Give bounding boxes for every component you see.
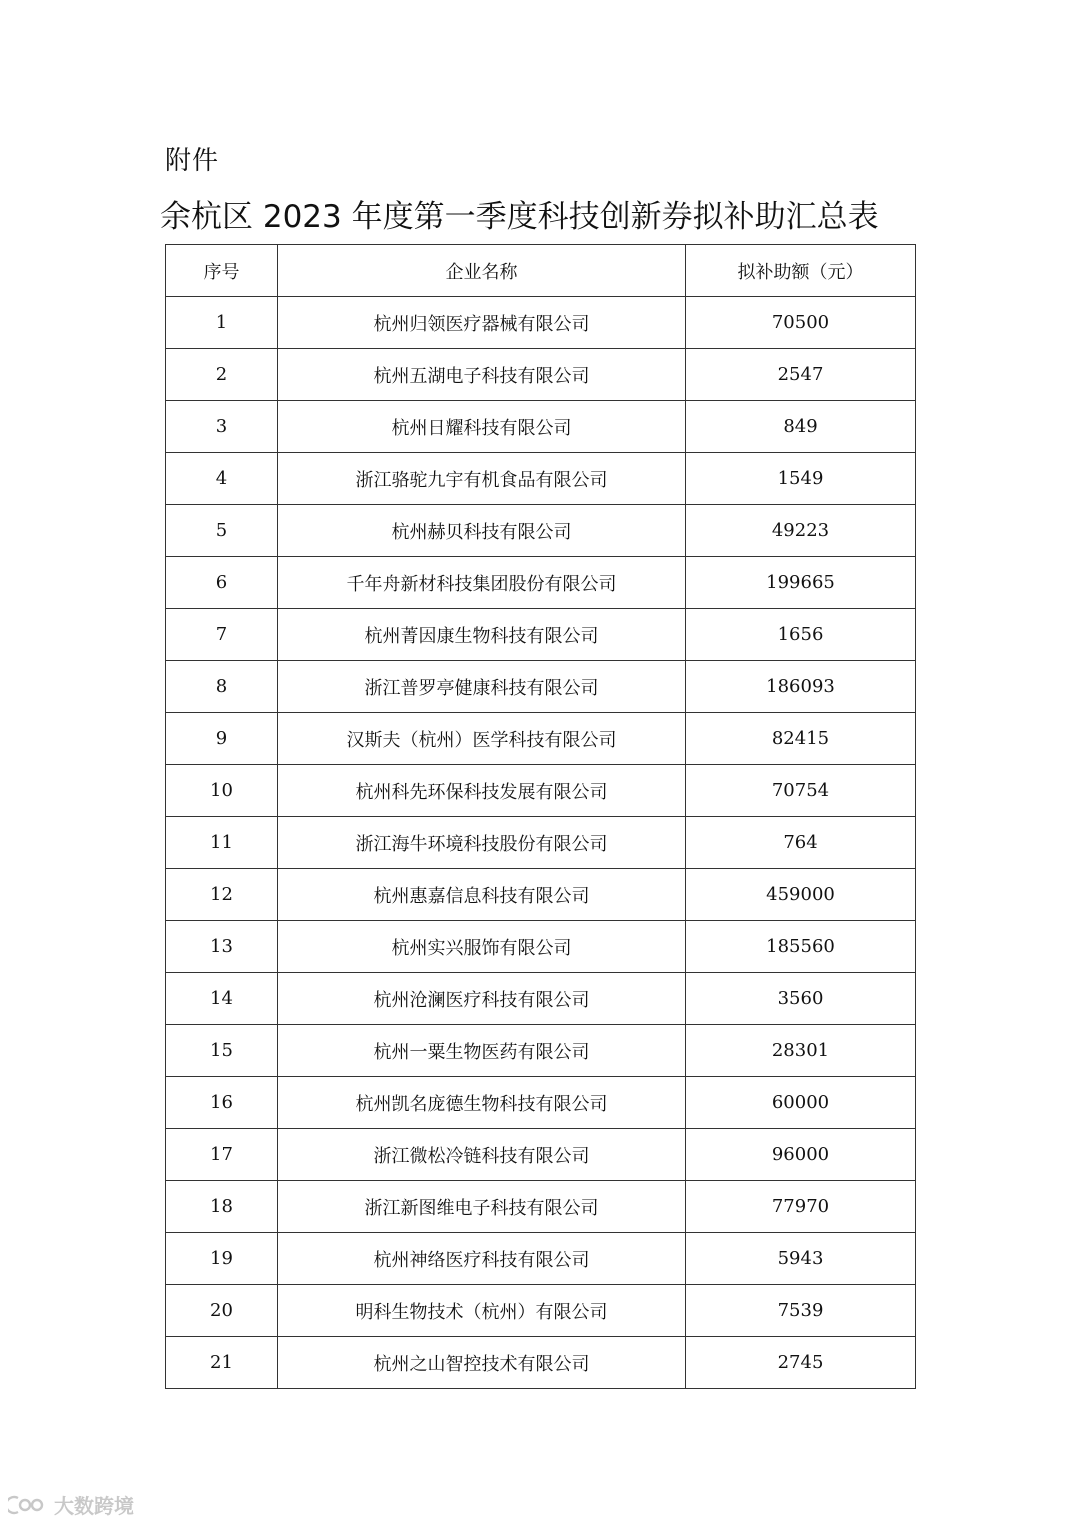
subsidy-amount-cell: 186093 (686, 661, 916, 713)
serial-number-cell: 12 (166, 869, 278, 921)
column-header-subsidy-amount: 拟补助额（元） (686, 245, 916, 297)
company-name-cell: 浙江骆驼九宇有机食品有限公司 (278, 453, 686, 505)
subsidy-amount-cell: 5943 (686, 1233, 916, 1285)
company-name-cell: 杭州之山智控技术有限公司 (278, 1337, 686, 1389)
attachment-label: 附件 (165, 146, 220, 176)
serial-number-cell: 10 (166, 765, 278, 817)
subsidy-amount-cell: 70500 (686, 297, 916, 349)
subsidy-amount-cell: 60000 (686, 1077, 916, 1129)
company-name-cell: 杭州一粟生物医药有限公司 (278, 1025, 686, 1077)
subsidy-amount-cell: 2547 (686, 349, 916, 401)
table-row (166, 869, 916, 921)
table-body (166, 297, 916, 1389)
company-name-cell: 杭州惠嘉信息科技有限公司 (278, 869, 686, 921)
document-title: 余杭区 2023 年度第一季度科技创新券拟补助汇总表 (160, 199, 879, 235)
table-row (166, 661, 916, 713)
serial-number-cell: 3 (166, 401, 278, 453)
subsidy-amount-cell: 849 (686, 401, 916, 453)
table-row (166, 713, 916, 765)
company-name-cell: 杭州凯名庞德生物科技有限公司 (278, 1077, 686, 1129)
subsidy-amount-cell: 1656 (686, 609, 916, 661)
table-header-row (166, 245, 916, 297)
subsidy-summary-table (165, 244, 916, 1389)
company-name-cell: 浙江海牛环境科技股份有限公司 (278, 817, 686, 869)
serial-number-cell: 5 (166, 505, 278, 557)
serial-number-cell: 8 (166, 661, 278, 713)
company-name-cell: 浙江普罗亭健康科技有限公司 (278, 661, 686, 713)
subsidy-amount-cell: 28301 (686, 1025, 916, 1077)
serial-number-cell: 11 (166, 817, 278, 869)
serial-number-cell: 15 (166, 1025, 278, 1077)
company-name-cell: 杭州日耀科技有限公司 (278, 401, 686, 453)
serial-number-cell: 4 (166, 453, 278, 505)
table-row (166, 1077, 916, 1129)
company-name-cell: 杭州科先环保科技发展有限公司 (278, 765, 686, 817)
subsidy-amount-cell: 77970 (686, 1181, 916, 1233)
serial-number-cell: 17 (166, 1129, 278, 1181)
company-name-cell: 杭州菁因康生物科技有限公司 (278, 609, 686, 661)
subsidy-amount-cell: 199665 (686, 557, 916, 609)
subsidy-amount-cell: 70754 (686, 765, 916, 817)
table-row (166, 505, 916, 557)
company-name-cell: 杭州神络医疗科技有限公司 (278, 1233, 686, 1285)
subsidy-amount-cell: 459000 (686, 869, 916, 921)
serial-number-cell: 1 (166, 297, 278, 349)
company-name-cell: 杭州五湖电子科技有限公司 (278, 349, 686, 401)
company-name-cell: 千年舟新材科技集团股份有限公司 (278, 557, 686, 609)
subsidy-amount-cell: 49223 (686, 505, 916, 557)
serial-number-cell: 21 (166, 1337, 278, 1389)
watermark (8, 1490, 134, 1519)
table-row (166, 401, 916, 453)
company-name-cell: 浙江微松冷链科技有限公司 (278, 1129, 686, 1181)
table-row (166, 349, 916, 401)
table-header (166, 245, 916, 297)
table-row (166, 1233, 916, 1285)
company-name-cell: 杭州实兴服饰有限公司 (278, 921, 686, 973)
serial-number-cell: 2 (166, 349, 278, 401)
subsidy-amount-cell: 185560 (686, 921, 916, 973)
serial-number-cell: 9 (166, 713, 278, 765)
subsidy-amount-cell: 7539 (686, 1285, 916, 1337)
table-row (166, 921, 916, 973)
serial-number-cell: 16 (166, 1077, 278, 1129)
table-row (166, 557, 916, 609)
table-row (166, 1181, 916, 1233)
watermark-text: 大数跨境 (54, 1494, 134, 1518)
table-row (166, 817, 916, 869)
column-header-serial-number: 序号 (166, 245, 278, 297)
serial-number-cell: 19 (166, 1233, 278, 1285)
table-row (166, 1025, 916, 1077)
serial-number-cell: 18 (166, 1181, 278, 1233)
subsidy-amount-cell: 764 (686, 817, 916, 869)
serial-number-cell: 20 (166, 1285, 278, 1337)
table-row (166, 1129, 916, 1181)
subsidy-amount-cell: 1549 (686, 453, 916, 505)
table-row (166, 609, 916, 661)
serial-number-cell: 6 (166, 557, 278, 609)
table-row (166, 1337, 916, 1389)
company-name-cell: 杭州归领医疗器械有限公司 (278, 297, 686, 349)
serial-number-cell: 7 (166, 609, 278, 661)
company-name-cell: 汉斯夫（杭州）医学科技有限公司 (278, 713, 686, 765)
company-name-cell: 浙江新图维电子科技有限公司 (278, 1181, 686, 1233)
serial-number-cell: 13 (166, 921, 278, 973)
company-name-cell: 杭州沧澜医疗科技有限公司 (278, 973, 686, 1025)
subsidy-amount-cell: 96000 (686, 1129, 916, 1181)
table-row (166, 297, 916, 349)
company-name-cell: 明科生物技术（杭州）有限公司 (278, 1285, 686, 1337)
table-row (166, 765, 916, 817)
subsidy-amount-cell: 3560 (686, 973, 916, 1025)
subsidy-amount-cell: 82415 (686, 713, 916, 765)
company-name-cell: 杭州赫贝科技有限公司 (278, 505, 686, 557)
table-row (166, 1285, 916, 1337)
table-row (166, 453, 916, 505)
column-header-company-name: 企业名称 (278, 245, 686, 297)
subsidy-amount-cell: 2745 (686, 1337, 916, 1389)
table-row (166, 973, 916, 1025)
brand-logo-icon (8, 1494, 48, 1516)
serial-number-cell: 14 (166, 973, 278, 1025)
